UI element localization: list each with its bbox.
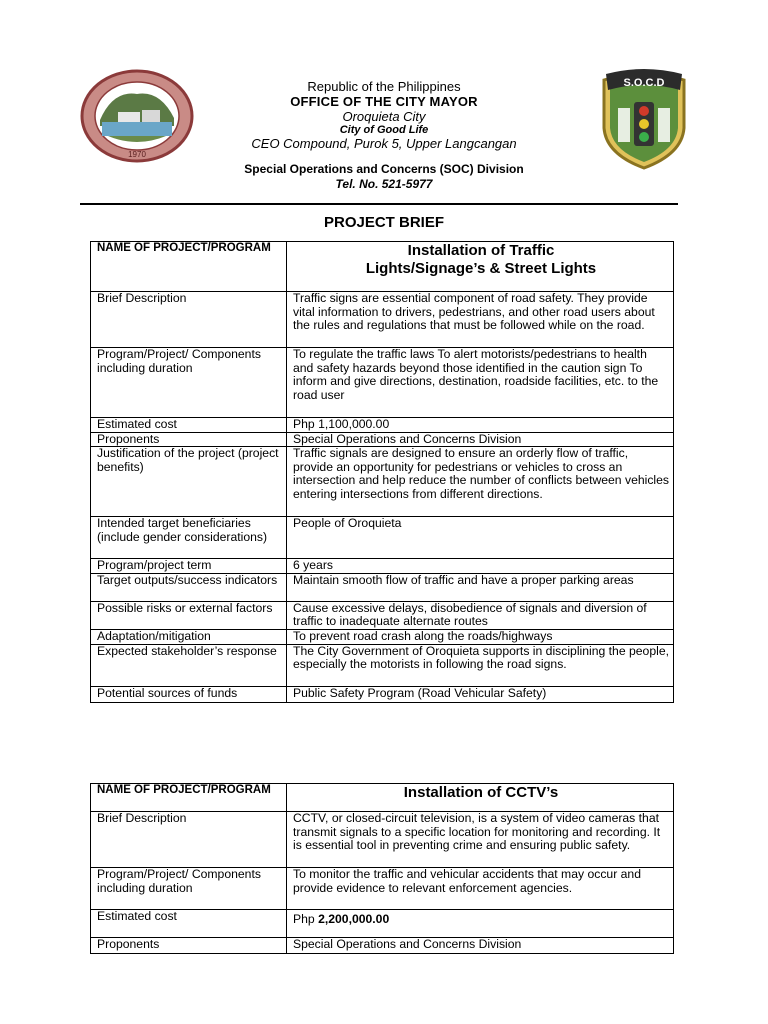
row-value: Public Safety Program (Road Vehicular Safety) [287, 686, 674, 702]
name-label: NAME OF PROJECT/PROGRAM [91, 784, 287, 812]
row-label: Possible risks or external factors [91, 601, 287, 629]
table-row [91, 629, 674, 644]
row-label: Proponents [91, 938, 287, 954]
badge-title: S.O.C.D [623, 77, 665, 89]
row-label: Potential sources of funds [91, 686, 287, 702]
row-label: Estimated cost [91, 418, 287, 433]
row-value [287, 910, 674, 938]
row-value: CCTV, or closed-circuit television, is a system of video cameras that transmit signals to a specific location for monitoring and recording. It is essential tool in preventing crime and ensuring public safety. [287, 812, 674, 868]
row-value: Traffic signs are essential component of road safety. They provide vital information to drivers, pedestrians, and other road users about the rules and regulations that must be followed while on the road. [287, 292, 674, 348]
header-division: Special Operations and Concerns (SOC) Division [244, 162, 524, 176]
row-value: Cause excessive delays, disobedience of signals and diversion of traffic to inadequate alternate routes [287, 601, 674, 629]
header-divider [80, 203, 678, 205]
row-value: The City Government of Oroquieta supports in disciplining the people, especially the motorists in following the road signs. [287, 644, 674, 686]
header-republic: Republic of the Philippines [307, 79, 461, 94]
row-value: Php 1,100,000.00 [287, 418, 674, 433]
row-value: Traffic signals are designed to ensure an orderly flow of traffic, provide an opportunity for pedestrians or vehicles to cross an intersection and help reduce the number of conflicts between vehicles entering intersections from different directions. [287, 447, 674, 517]
cost-amount: 2,200,000.00 [318, 912, 390, 926]
row-value: 6 years [287, 559, 674, 574]
cost-prefix: Php [293, 912, 319, 926]
table-row [91, 812, 674, 868]
table-row [91, 348, 674, 418]
table-row [91, 418, 674, 433]
table-row [91, 573, 674, 601]
row-label: Program/Project/ Components including duration [91, 348, 287, 418]
table-row [91, 938, 674, 954]
project-name [287, 242, 674, 292]
project-name-line2: Lights/Signage’s & Street Lights [365, 260, 597, 277]
row-label: Brief Description [91, 812, 287, 868]
row-label: Brief Description [91, 292, 287, 348]
row-label: Proponents [91, 432, 287, 447]
table-row [91, 910, 674, 938]
header-tel: Tel. No. 521-5977 [335, 177, 433, 191]
project-brief-table-2 [90, 783, 674, 954]
row-label: Intended target beneficiaries (include gender considerations) [91, 517, 287, 559]
table-row [91, 644, 674, 686]
row-label: Justification of the project (project benefits) [91, 447, 287, 517]
name-label: NAME OF PROJECT/PROGRAM [91, 242, 287, 292]
header-tagline: City of Good Life [339, 124, 429, 136]
table-row [91, 868, 674, 910]
row-label: Program/project term [91, 559, 287, 574]
table-row [91, 601, 674, 629]
row-value: Special Operations and Concerns Division [287, 432, 674, 447]
table-row [91, 432, 674, 447]
row-label: Adaptation/mitigation [91, 629, 287, 644]
row-value: Maintain smooth flow of traffic and have a proper parking areas [287, 573, 674, 601]
row-label: Target outputs/success indicators [91, 573, 287, 601]
row-value: People of Oroquieta [287, 517, 674, 559]
row-value: To monitor the traffic and vehicular accidents that may occur and provide evidence to relevant enforcement agencies. [287, 868, 674, 910]
row-value: Special Operations and Concerns Division [287, 938, 674, 954]
table-row [91, 517, 674, 559]
header-city: Oroquieta City [342, 109, 426, 124]
table-row [91, 559, 674, 574]
table-row [91, 784, 674, 812]
row-value: To prevent road crash along the roads/highways [287, 629, 674, 644]
table-row [91, 292, 674, 348]
project-name: Installation of CCTV’s [287, 784, 674, 812]
row-value: To regulate the traffic laws To alert motorists/pedestrians to health and safety hazards beyond those identified in the caution sign To inform and give directions, destination, roadside facilities, etc. to the road user [287, 348, 674, 418]
table-row [91, 686, 674, 702]
seal-year: 1970 [128, 150, 146, 159]
project-name-line1: Installation of Traffic [407, 242, 555, 259]
table-row [91, 447, 674, 517]
project-brief-table-1 [90, 241, 674, 703]
header-office: OFFICE OF THE CITY MAYOR [290, 94, 478, 109]
header-address: CEO Compound, Purok 5, Upper Langcangan [251, 136, 517, 151]
row-label: Estimated cost [91, 910, 287, 938]
row-label: Program/Project/ Components including duration [91, 868, 287, 910]
row-label: Expected stakeholder’s response [91, 644, 287, 686]
table-row [91, 242, 674, 292]
page-title: PROJECT BRIEF [323, 214, 444, 231]
